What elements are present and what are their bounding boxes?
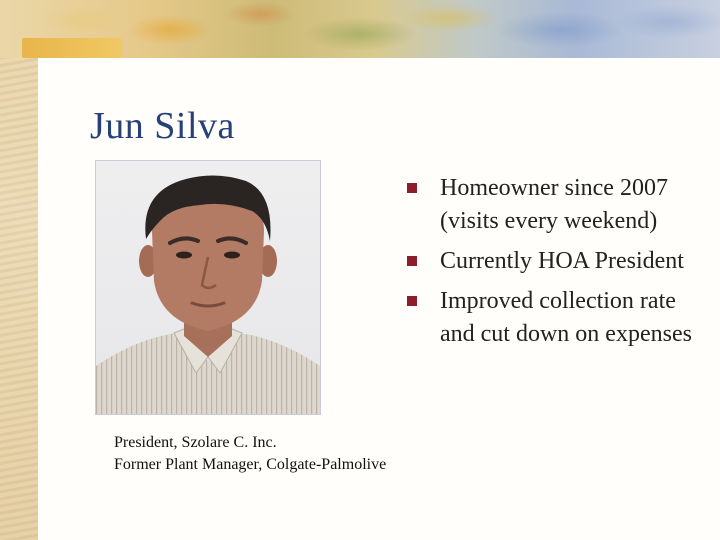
bullet-text: Homeowner since 2007 (visits every weekend) <box>440 175 668 234</box>
parchment-border <box>0 0 38 540</box>
caption-line-former-role: Former Plant Manager, Colgate-Palmolive <box>114 456 387 473</box>
portrait-illustration <box>96 161 320 414</box>
bullet-text: Improved collection rate and cut down on expenses <box>440 288 692 347</box>
photo-caption <box>114 432 386 476</box>
caption-line-current-role: President, Szolare C. Inc. <box>114 434 277 451</box>
bullet-item-collection-rate <box>400 285 710 351</box>
decorative-leaf-banner <box>0 0 720 58</box>
bullet-item-hoa-president <box>400 245 710 278</box>
bullet-list <box>400 172 710 358</box>
slide-title: Jun Silva <box>90 105 235 147</box>
banner-accent-bar <box>22 38 122 58</box>
square-bullet-icon <box>407 296 417 306</box>
bullet-text: Currently HOA President <box>440 248 684 274</box>
square-bullet-icon <box>407 183 417 193</box>
bullet-item-homeowner <box>400 172 710 238</box>
portrait-photo <box>95 160 321 415</box>
square-bullet-icon <box>407 256 417 266</box>
